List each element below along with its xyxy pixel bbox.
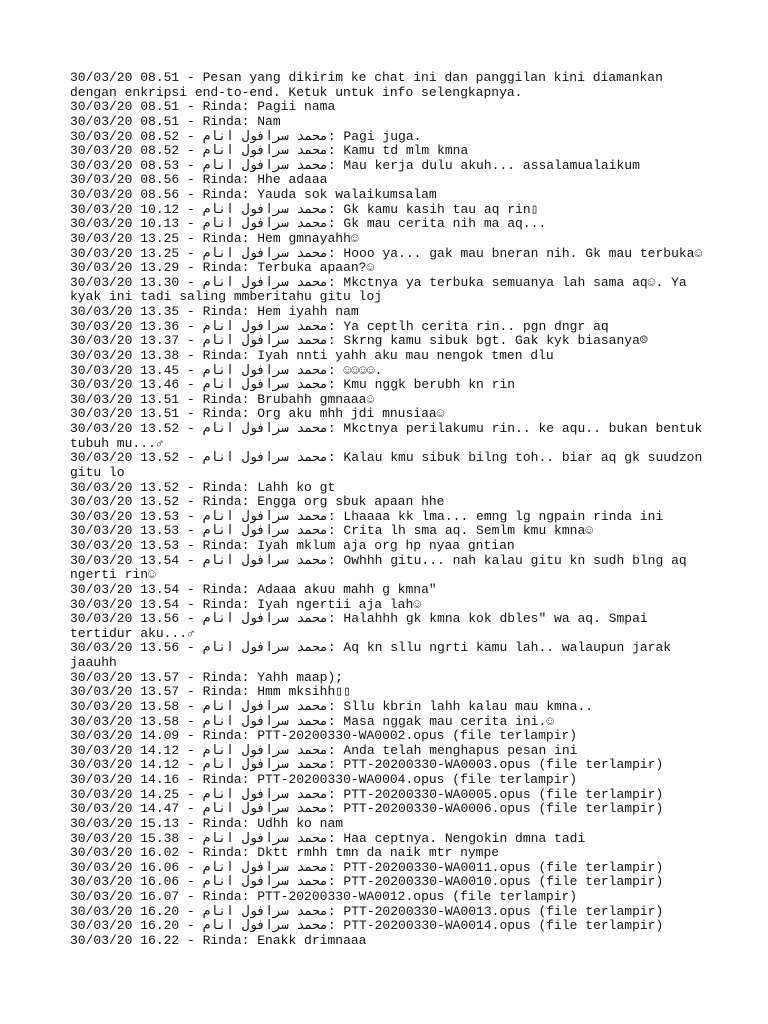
timestamp: 30/03/20 16.02 xyxy=(70,845,180,861)
chat-line: 30/03/20 15.13 - Rinda: Udhh ko nam xyxy=(70,815,344,831)
chat-line: 30/03/20 13.29 - Rinda: Terbuka apaan?☺ xyxy=(70,260,375,276)
chat-line: 30/03/20 13.25 - محمد سرافول انام: Hooo ya... gak mau bneran nih. Gk mau terbuka☺ xyxy=(70,245,703,261)
message-text: PTT-20200330-WA0011.opus (file terlampir) xyxy=(343,859,664,875)
sender-name: محمد سرافول انام xyxy=(202,201,328,217)
sender-name: Rinda xyxy=(202,230,242,246)
sender-name: محمد سرافول انام xyxy=(202,143,328,159)
timestamp: 30/03/20 13.37 xyxy=(70,333,180,349)
timestamp: 30/03/20 13.45 xyxy=(70,362,180,378)
sender-name: Rinda xyxy=(202,538,242,553)
sender-name: Rinda xyxy=(202,172,242,188)
timestamp: 30/03/20 08.52 xyxy=(70,143,180,159)
chat-line: 30/03/20 15.38 - محمد سرافول انام: Haa ceptnya. Nengokin dmna tadi xyxy=(70,830,586,846)
sender-name: محمد سرافول انام xyxy=(202,859,328,875)
timestamp: 30/03/20 14.25 xyxy=(70,786,180,802)
sender-name: محمد سرافول انام xyxy=(202,333,328,349)
message-text: PTT-20200330-WA0013.opus (file terlampir) xyxy=(343,903,664,919)
message-text: Hooo ya... gak mau bneran nih. Gk mau terbuka☺ xyxy=(343,245,703,261)
sender-name: Rinda xyxy=(202,113,242,129)
chat-line: 30/03/20 08.51 - Rinda: Nam xyxy=(70,113,281,129)
chat-line: 30/03/20 14.47 - محمد سرافول انام: PTT-20200330-WA0006.opus (file terlampir) xyxy=(70,801,664,817)
sender-name: Rinda xyxy=(202,260,242,276)
chat-line: 30/03/20 16.20 - محمد سرافول انام: PTT-20200330-WA0013.opus (file terlampir) xyxy=(70,903,664,919)
timestamp: 30/03/20 16.20 xyxy=(70,903,180,919)
timestamp: 30/03/20 13.38 xyxy=(70,347,180,363)
message-text: Adaaa akuu mahh g kmna" xyxy=(257,581,437,597)
sender-name: Rinda xyxy=(202,684,242,700)
message-text: PTT-20200330-WA0014.opus (file terlampir) xyxy=(343,918,664,934)
sender-name: محمد سرافول انام xyxy=(202,421,328,436)
sender-name: محمد سرافول انام xyxy=(202,318,328,334)
timestamp: 30/03/20 13.52 xyxy=(70,450,180,466)
timestamp: 30/03/20 13.29 xyxy=(70,260,180,276)
timestamp: 30/03/20 08.51 xyxy=(70,113,180,129)
timestamp: 30/03/20 13.53 xyxy=(70,508,180,524)
chat-line: 30/03/20 13.53 - محمد سرافول انام: Crita lh sma aq. Semlm kmu kmna☺ xyxy=(70,523,594,539)
message-text: Hem iyahh nam xyxy=(257,304,359,319)
chat-line: 30/03/20 10.12 - محمد سرافول انام: Gk kamu kasih tau aq rin▯ xyxy=(70,201,539,217)
chat-line: 30/03/20 14.09 - Rinda: PTT-20200330-WA0002.opus (file terlampir) xyxy=(70,728,578,744)
message-text: Enakk drimnaaa xyxy=(257,932,367,948)
sender-name: Rinda xyxy=(202,347,242,363)
message-text: Udhh ko nam xyxy=(257,815,344,831)
timestamp: 30/03/20 14.47 xyxy=(70,801,180,817)
message-text: Org aku mhh jdi mnusiaa☺ xyxy=(257,406,445,422)
sender-name: محمد سرافول انام xyxy=(202,216,328,232)
message-text: Mkctnya ya terbuka semuanya lah sama aq☺. Ya kyak ini tadi saling mmberitahu gitu loj xyxy=(70,274,695,305)
timestamp: 30/03/20 13.30 xyxy=(70,274,180,290)
timestamp: 30/03/20 08.52 xyxy=(70,128,180,144)
timestamp: 30/03/20 13.53 xyxy=(70,523,180,539)
message-text: Crita lh sma aq. Semlm kmu kmna☺ xyxy=(343,523,594,539)
chat-line: 30/03/20 13.46 - محمد سرافول انام: Kmu nggk berubh kn rin xyxy=(70,377,516,393)
chat-line: 30/03/20 13.45 - محمد سرافول انام: ☺☺☺☺. xyxy=(70,362,383,378)
message-text: Anda telah menghapus pesan ini xyxy=(343,742,578,758)
sender-name: محمد سرافول انام xyxy=(202,362,328,378)
sender-name: Rinda xyxy=(202,187,242,202)
sender-name: Rinda xyxy=(202,581,242,597)
timestamp: 30/03/20 13.54 xyxy=(70,596,180,612)
timestamp: 30/03/20 13.36 xyxy=(70,318,180,334)
chat-line: 30/03/20 13.53 - Rinda: Iyah mklum aja org hp nyaa gntian xyxy=(70,538,515,553)
sender-name: محمد سرافول انام xyxy=(202,757,328,773)
timestamp: 30/03/20 13.25 xyxy=(70,245,180,261)
message-text: Pagi juga. xyxy=(343,128,422,144)
message-text: Hmm mksihh▯▯ xyxy=(257,684,351,700)
sender-name: Rinda xyxy=(202,391,242,407)
message-text: Iyah ngertii aja lah☺ xyxy=(257,596,422,612)
system-message-text: Pesan yang dikirim ke chat ini dan panggilan kini diamankan dengan enkripsi end-to-end. Ketuk untuk info selengkapnya. xyxy=(70,70,671,100)
message-text: PTT-20200330-WA0010.opus (file terlampir) xyxy=(343,874,664,890)
timestamp: 30/03/20 13.51 xyxy=(70,406,180,422)
sender-name: محمد سرافول انام xyxy=(202,801,328,817)
message-text: Nam xyxy=(257,113,281,129)
sender-name: Rinda xyxy=(202,889,242,904)
chat-line: 30/03/20 14.25 - محمد سرافول انام: PTT-20200330-WA0005.opus (file terlampir) xyxy=(70,786,664,802)
timestamp: 30/03/20 13.35 xyxy=(70,304,180,319)
sender-name: Rinda xyxy=(202,494,242,510)
timestamp: 30/03/20 13.52 xyxy=(70,494,180,510)
timestamp: 30/03/20 13.56 xyxy=(70,611,180,627)
chat-line: 30/03/20 08.51 - Pesan yang dikirim ke chat ini dan panggilan kini diamankan dengan enkripsi end-to-end. Ketuk untuk info selengkapnya. xyxy=(70,70,671,100)
timestamp: 30/03/20 08.51 xyxy=(70,70,180,85)
chat-line: 30/03/20 13.52 - Rinda: Lahh ko gt xyxy=(70,479,336,495)
sender-name: Rinda xyxy=(202,406,242,422)
timestamp: 30/03/20 13.25 xyxy=(70,230,180,246)
timestamp: 30/03/20 13.58 xyxy=(70,713,180,729)
chat-line: 30/03/20 13.52 - محمد سرافول انام: Kalau kmu sibuk bilng toh.. biar aq gk suudzon gitu lo xyxy=(70,450,711,480)
sender-name: محمد سرافول انام xyxy=(202,157,328,173)
timestamp: 30/03/20 13.51 xyxy=(70,391,180,407)
message-text: Iyah mklum aja org hp nyaa gntian xyxy=(257,538,515,553)
timestamp: 30/03/20 16.20 xyxy=(70,918,180,934)
message-text: Hem gmnayahh☺ xyxy=(257,230,359,246)
timestamp: 30/03/20 16.07 xyxy=(70,889,180,904)
sender-name: محمد سرافول انام xyxy=(202,640,328,656)
chat-line: 30/03/20 16.22 - Rinda: Enakk drimnaaa xyxy=(70,932,367,948)
message-text: Skrng kamu sibuk bgt. Gak kyk biasanya☹ xyxy=(343,333,648,349)
timestamp: 30/03/20 15.38 xyxy=(70,830,180,846)
chat-line: 30/03/20 16.06 - محمد سرافول انام: PTT-20200330-WA0010.opus (file terlampir) xyxy=(70,874,664,890)
message-text: Hhe adaaa xyxy=(257,172,328,188)
chat-line: 30/03/20 13.53 - محمد سرافول انام: Lhaaaa kk lma... emng lg ngpain rinda ini xyxy=(70,508,664,524)
timestamp: 30/03/20 13.53 xyxy=(70,538,180,553)
message-text: PTT-20200330-WA0012.opus (file terlampir) xyxy=(257,889,578,904)
message-text: Kalau kmu sibuk bilng toh.. biar aq gk suudzon gitu lo xyxy=(70,450,711,480)
chat-line: 30/03/20 16.07 - Rinda: PTT-20200330-WA0012.opus (file terlampir) xyxy=(70,889,578,904)
timestamp: 30/03/20 13.46 xyxy=(70,377,180,393)
timestamp: 30/03/20 15.13 xyxy=(70,815,180,831)
message-text: Gk kamu kasih tau aq rin▯ xyxy=(343,201,539,217)
message-text: Brubahh gmnaaa☺ xyxy=(257,391,375,407)
message-text: PTT-20200330-WA0002.opus (file terlampir) xyxy=(257,728,578,744)
message-text: Aq kn sllu ngrti kamu lah.. walaupun jarak jaauhh xyxy=(70,640,679,670)
message-text: Engga org sbuk apaan hhe xyxy=(257,494,445,510)
timestamp: 30/03/20 13.54 xyxy=(70,552,180,568)
sender-name: Rinda xyxy=(202,932,242,948)
message-text: Gk mau cerita nih ma aq... xyxy=(343,216,547,232)
chat-line: 30/03/20 13.36 - محمد سرافول انام: Ya ceptlh cerita rin.. pgn dngr aq xyxy=(70,318,609,334)
sender-name: Rinda xyxy=(202,728,242,744)
sender-name: محمد سرافول انام xyxy=(202,874,328,890)
message-text: Masa nggak mau cerita ini.☺ xyxy=(343,713,555,729)
chat-line: 30/03/20 16.20 - محمد سرافول انام: PTT-20200330-WA0014.opus (file terlampir) xyxy=(70,918,664,934)
timestamp: 30/03/20 08.56 xyxy=(70,172,180,188)
chat-line: 30/03/20 13.54 - Rinda: Adaaa akuu mahh g kmna" xyxy=(70,581,437,597)
message-text: ☺☺☺☺. xyxy=(343,362,383,378)
chat-line: 30/03/20 08.51 - Rinda: Pagii nama xyxy=(70,99,336,115)
timestamp: 30/03/20 13.54 xyxy=(70,581,180,597)
chat-line: 30/03/20 13.30 - محمد سرافول انام: Mkctnya ya terbuka semuanya lah sama aq☺. Ya kyak ini tadi saling mmberitahu gitu loj xyxy=(70,274,695,305)
sender-name: محمد سرافول انام xyxy=(202,918,328,934)
timestamp: 30/03/20 08.51 xyxy=(70,99,180,115)
chat-line: 30/03/20 14.12 - محمد سرافول انام: PTT-20200330-WA0003.opus (file terlampir) xyxy=(70,757,664,773)
chat-line: 30/03/20 13.52 - Rinda: Engga org sbuk apaan hhe xyxy=(70,494,445,510)
chat-line: 30/03/20 13.38 - Rinda: Iyah nnti yahh aku mau nengok tmen dlu xyxy=(70,347,554,363)
message-text: Mkctnya perilakumu rin.. ke aqu.. bukan bentuk tubuh mu...♂ xyxy=(70,421,711,451)
timestamp: 30/03/20 14.09 xyxy=(70,728,180,744)
message-text: PTT-20200330-WA0004.opus (file terlampir) xyxy=(257,772,578,787)
chat-line: 30/03/20 13.54 - Rinda: Iyah ngertii aja lah☺ xyxy=(70,596,422,612)
timestamp: 30/03/20 13.57 xyxy=(70,684,180,700)
sender-name: Rinda xyxy=(202,669,242,685)
chat-line: 30/03/20 16.02 - Rinda: Dktt rmhh tmn da naik mtr nympe xyxy=(70,845,500,861)
chat-line: 30/03/20 08.56 - Rinda: Hhe adaaa xyxy=(70,172,328,188)
chat-line: 30/03/20 14.16 - Rinda: PTT-20200330-WA0004.opus (file terlampir) xyxy=(70,772,578,787)
message-text: Ya ceptlh cerita rin.. pgn dngr aq xyxy=(343,318,609,334)
timestamp: 30/03/20 10.13 xyxy=(70,216,180,232)
sender-name: محمد سرافول انام xyxy=(202,830,328,846)
chat-line: 30/03/20 08.52 - محمد سرافول انام: Pagi juga. xyxy=(70,128,422,144)
timestamp: 30/03/20 13.52 xyxy=(70,479,180,495)
chat-line: 30/03/20 16.06 - محمد سرافول انام: PTT-20200330-WA0011.opus (file terlampir) xyxy=(70,859,664,875)
sender-name: محمد سرافول انام xyxy=(202,523,328,539)
message-text: PTT-20200330-WA0006.opus (file terlampir) xyxy=(343,801,664,817)
sender-name: محمد سرافول انام xyxy=(202,903,328,919)
chat-line: 30/03/20 08.53 - محمد سرافول انام: Mau kerja dulu akuh... assalamualaikum xyxy=(70,157,640,173)
message-text: Mau kerja dulu akuh... assalamualaikum xyxy=(343,157,640,173)
sender-name: محمد سرافول انام xyxy=(202,508,328,524)
message-text: Haa ceptnya. Nengokin dmna tadi xyxy=(343,830,586,846)
timestamp: 30/03/20 14.12 xyxy=(70,742,180,758)
message-text: Iyah nnti yahh aku mau nengok tmen dlu xyxy=(257,347,554,363)
message-text: PTT-20200330-WA0003.opus (file terlampir) xyxy=(343,757,664,773)
message-text: PTT-20200330-WA0005.opus (file terlampir) xyxy=(343,786,664,802)
sender-name: محمد سرافول انام xyxy=(202,245,328,261)
sender-name: محمد سرافول انام xyxy=(202,611,328,627)
chat-line: 30/03/20 08.56 - Rinda: Yauda sok walaikumsalam xyxy=(70,187,437,202)
sender-name: Rinda xyxy=(202,596,242,612)
chat-line: 30/03/20 13.58 - محمد سرافول انام: Masa nggak mau cerita ini.☺ xyxy=(70,713,555,729)
sender-name: محمد سرافول انام xyxy=(202,274,328,290)
sender-name: Rinda xyxy=(202,845,242,861)
message-text: Sllu kbrin lahh kalau mau kmna.. xyxy=(343,698,594,714)
sender-name: محمد سرافول انام xyxy=(202,698,328,714)
message-text: Owhhh gitu... nah kalau gitu kn sudh blng aq ngerti rin☺ xyxy=(70,552,695,583)
chat-line: 30/03/20 13.56 - محمد سرافول انام: Halahhh gk kmna kok dbles" wa aq. Smpai tertidur aku...♂ xyxy=(70,611,656,641)
timestamp: 30/03/20 14.16 xyxy=(70,772,180,787)
message-text: Kamu td mlm kmna xyxy=(343,143,469,159)
timestamp: 30/03/20 13.57 xyxy=(70,669,180,685)
timestamp: 30/03/20 16.22 xyxy=(70,932,180,948)
timestamp: 30/03/20 13.56 xyxy=(70,640,180,656)
sender-name: محمد سرافول انام xyxy=(202,786,328,802)
message-text: Yauda sok walaikumsalam xyxy=(257,187,437,202)
message-text: Dktt rmhh tmn da naik mtr nympe xyxy=(257,845,500,861)
sender-name: محمد سرافول انام xyxy=(202,552,328,568)
chat-line: 30/03/20 10.13 - محمد سرافول انام: Gk mau cerita nih ma aq... xyxy=(70,216,547,232)
timestamp: 30/03/20 14.12 xyxy=(70,757,180,773)
timestamp: 30/03/20 13.52 xyxy=(70,421,180,436)
timestamp: 30/03/20 16.06 xyxy=(70,874,180,890)
chat-line: 30/03/20 13.57 - Rinda: Yahh maap); xyxy=(70,669,344,685)
sender-name: Rinda xyxy=(202,479,242,495)
chat-line: 30/03/20 13.54 - محمد سرافول انام: Owhhh gitu... nah kalau gitu kn sudh blng aq ngerti rin☺ xyxy=(70,552,695,583)
timestamp: 30/03/20 08.56 xyxy=(70,187,180,202)
chat-line: 30/03/20 08.52 - محمد سرافول انام: Kamu td mlm kmna xyxy=(70,143,469,159)
chat-line: 30/03/20 13.57 - Rinda: Hmm mksihh▯▯ xyxy=(70,684,351,700)
timestamp: 30/03/20 13.58 xyxy=(70,698,180,714)
chat-line: 30/03/20 13.51 - Rinda: Brubahh gmnaaa☺ xyxy=(70,391,375,407)
timestamp: 30/03/20 10.12 xyxy=(70,201,180,217)
chat-line: 30/03/20 13.52 - محمد سرافول انام: Mkctnya perilakumu rin.. ke aqu.. bukan bentuk tubuh mu...♂ xyxy=(70,421,711,451)
chat-line: 30/03/20 13.25 - Rinda: Hem gmnayahh☺ xyxy=(70,230,359,246)
chat-line: 30/03/20 13.56 - محمد سرافول انام: Aq kn sllu ngrti kamu lah.. walaupun jarak jaauhh xyxy=(70,640,679,670)
chat-line: 30/03/20 14.12 - محمد سرافول انام: Anda telah menghapus pesan ini xyxy=(70,742,578,758)
sender-name: Rinda xyxy=(202,815,242,831)
message-text: Terbuka apaan?☺ xyxy=(257,260,375,276)
sender-name: محمد سرافول انام xyxy=(202,450,328,466)
sender-name: محمد سرافول انام xyxy=(202,128,328,144)
timestamp: 30/03/20 08.53 xyxy=(70,157,180,173)
chat-line: 30/03/20 13.35 - Rinda: Hem iyahh nam xyxy=(70,304,359,319)
sender-name: محمد سرافول انام xyxy=(202,742,328,758)
chat-line: 30/03/20 13.58 - محمد سرافول انام: Sllu kbrin lahh kalau mau kmna.. xyxy=(70,698,594,714)
sender-name: Rinda xyxy=(202,304,242,319)
message-text: Yahh maap); xyxy=(257,669,344,685)
timestamp: 30/03/20 16.06 xyxy=(70,859,180,875)
sender-name: محمد سرافول انام xyxy=(202,713,328,729)
chat-export-document xyxy=(70,71,710,949)
sender-name: Rinda xyxy=(202,99,242,115)
sender-name: محمد سرافول انام xyxy=(202,377,328,393)
chat-line: 30/03/20 13.37 - محمد سرافول انام: Skrng kamu sibuk bgt. Gak kyk biasanya☹ xyxy=(70,333,648,349)
message-text: Lahh ko gt xyxy=(257,479,336,495)
message-text: Halahhh gk kmna kok dbles" wa aq. Smpai tertidur aku...♂ xyxy=(70,611,656,641)
message-text: Kmu nggk berubh kn rin xyxy=(343,377,516,393)
sender-name: Rinda xyxy=(202,772,242,787)
chat-line: 30/03/20 13.51 - Rinda: Org aku mhh jdi mnusiaa☺ xyxy=(70,406,445,422)
message-text: Lhaaaa kk lma... emng lg ngpain rinda ini xyxy=(343,508,664,524)
message-text: Pagii nama xyxy=(257,99,336,115)
